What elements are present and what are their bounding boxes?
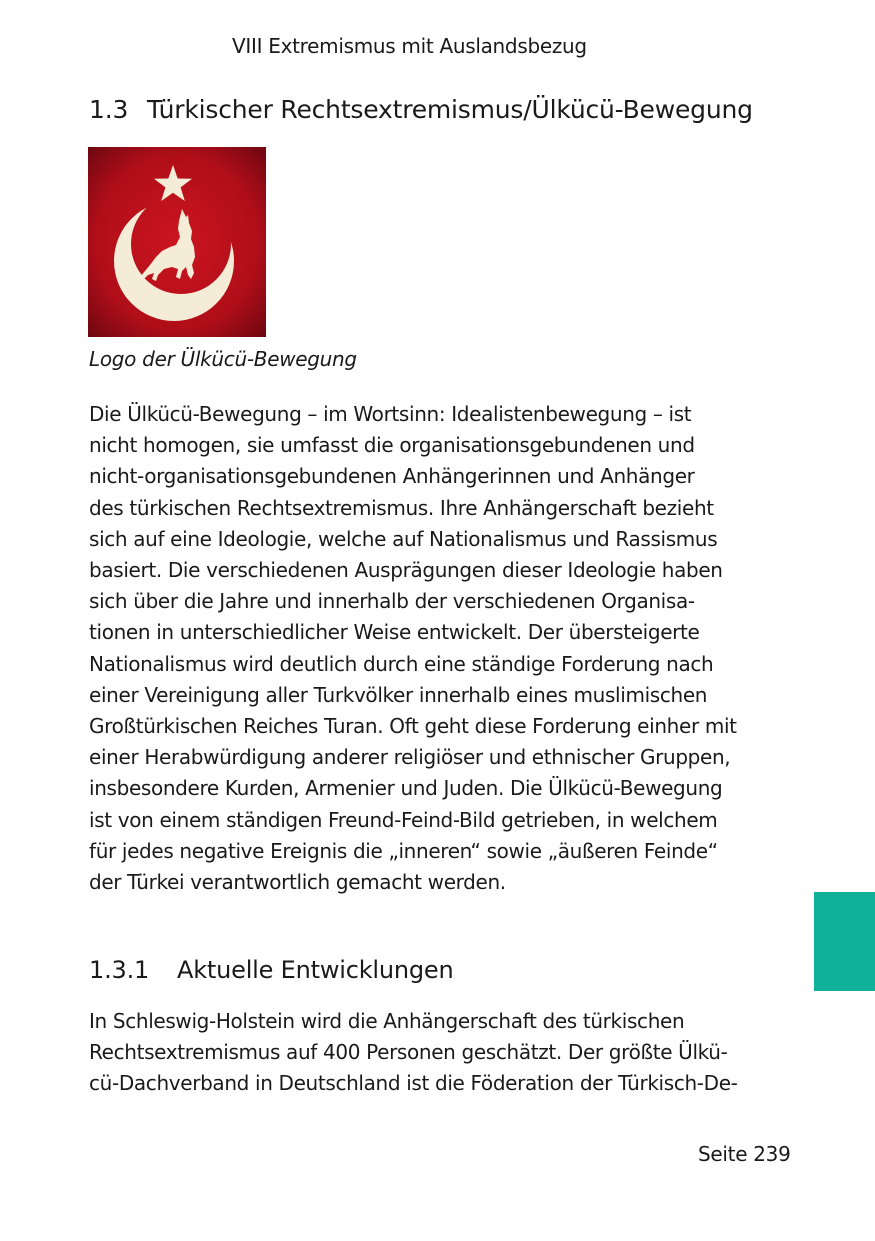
text-line: der Türkei verantwortlich gemacht werden.	[89, 870, 506, 895]
running-header: VIII Extremismus mit Auslandsbezug	[232, 34, 587, 58]
text-line: nicht-organisationsgebundenen Anhängerinnen und Anhänger	[89, 464, 695, 489]
text-line: sich über die Jahre und innerhalb der verschiedenen Organisa-	[89, 589, 695, 614]
page-number: Seite 239	[698, 1142, 791, 1166]
subsection-title: Aktuelle Entwicklungen	[177, 956, 454, 984]
text-line: nicht homogen, sie umfasst die organisationsgebundenen und	[89, 433, 695, 458]
logo-image	[88, 147, 266, 337]
text-line: In Schleswig-Holstein wird die Anhängerschaft des türkischen	[89, 1009, 685, 1033]
subsection-number: 1.3.1	[89, 956, 150, 984]
text-line: Nationalismus wird deutlich durch eine ständige Forderung nach	[89, 651, 714, 676]
text-line: Rechtsextremismus auf 400 Personen geschätzt. Der größte Ülkü-	[89, 1040, 728, 1065]
text-line: ist von einem ständigen Freund-Feind-Bild getrieben, in welchem	[89, 807, 718, 832]
text-line: für jedes negative Ereignis die „inneren“ sowie „äußeren Feinde“	[89, 838, 718, 863]
text-line: des türkischen Rechtsextremismus. Ihre Anhängerschaft bezieht	[89, 495, 714, 520]
section-number: 1.3	[89, 95, 129, 124]
paragraph-intro	[89, 399, 737, 898]
subsection-heading	[89, 956, 454, 984]
text-line: einer Vereinigung aller Turkvölker innerhalb eines muslimischen	[89, 682, 708, 707]
text-line: Großtürkischen Reiches Turan. Oft geht diese Forderung einher mit	[89, 714, 737, 739]
paragraph-developments	[89, 1006, 738, 1100]
section-title: Türkischer Rechtsextremismus/Ülkücü-Bewegung	[147, 95, 753, 124]
text-line: cü-Dachverband in Deutschland ist die Föderation der Türkisch-De-	[89, 1071, 738, 1096]
text-line: basiert. Die verschiedenen Ausprägungen dieser Ideologie haben	[89, 558, 723, 583]
figure-caption: Logo der Ülkücü-Bewegung	[89, 347, 357, 371]
text-line: Die Ülkücü-Bewegung – im Wortsinn: Idealistenbewegung – ist	[89, 402, 692, 426]
text-line: insbesondere Kurden, Armenier und Juden. Die Ülkücü-Bewegung	[89, 776, 723, 801]
text-line: sich auf eine Ideologie, welche auf Nationalismus und Rassismus	[89, 526, 718, 551]
section-heading	[89, 95, 753, 124]
movement-logo	[88, 147, 266, 337]
chapter-tab-marker	[814, 892, 875, 991]
text-line: einer Herabwürdigung anderer religiöser und ethnischer Gruppen,	[89, 745, 731, 770]
text-line: tionen in unterschiedlicher Weise entwickelt. Der übersteigerte	[89, 620, 700, 645]
